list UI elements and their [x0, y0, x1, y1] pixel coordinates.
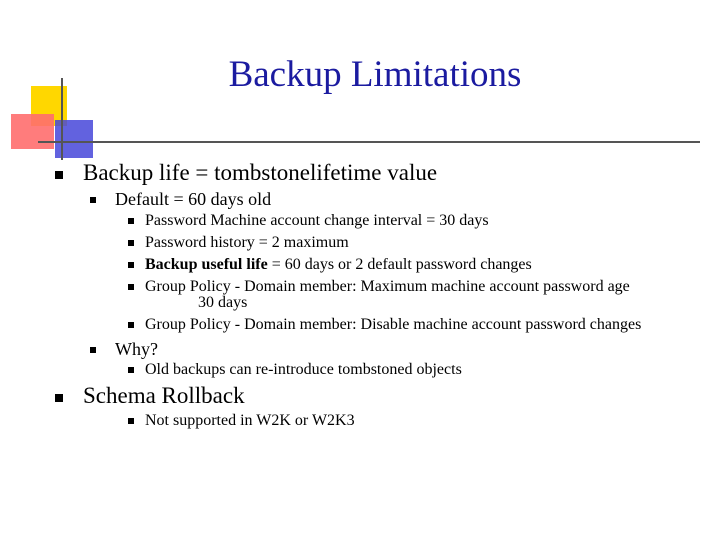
bullet-gp-disable: Group Policy - Domain member: Disable machine account password changes	[145, 316, 642, 333]
bullet-why: Why?	[115, 339, 158, 359]
logo-red-square	[11, 114, 54, 149]
useful-life-emphasis: Backup useful life	[145, 256, 268, 273]
bullet-marker	[128, 240, 134, 246]
bullet-marker	[128, 218, 134, 224]
bullet-useful-life	[145, 255, 532, 275]
bullet-not-supported: Not supported in W2K or W2K3	[145, 412, 355, 429]
bullet-marker	[55, 394, 63, 402]
bullet-marker	[55, 171, 63, 179]
bullet-marker	[128, 284, 134, 290]
logo-blue-square	[55, 120, 93, 158]
bullet-marker	[90, 197, 96, 203]
bullet-marker	[128, 262, 134, 268]
bullet-gp-max-age: Group Policy - Domain member: Maximum machine account password age	[145, 278, 630, 295]
slide-title: Backup Limitations	[228, 54, 522, 95]
bullet-password-history: Password history = 2 maximum	[145, 234, 349, 251]
bullet-marker	[128, 418, 134, 424]
bullet-marker	[90, 347, 96, 353]
bullet-password-interval: Password Machine account change interval = 30 days	[145, 212, 489, 229]
bullet-marker	[128, 322, 134, 328]
bullet-old-backups: Old backups can re-introduce tombstoned objects	[145, 361, 462, 378]
bullet-gp-max-age-cont: 30 days	[198, 294, 248, 311]
bullet-default: Default = 60 days old	[115, 189, 272, 209]
useful-life-text: = 60 days or 2 default password changes	[267, 256, 532, 273]
bullet-marker	[128, 367, 134, 373]
bullet-backup-life: Backup life = tombstonelifetime value	[83, 160, 438, 185]
bullet-schema-rollback: Schema Rollback	[83, 383, 245, 408]
